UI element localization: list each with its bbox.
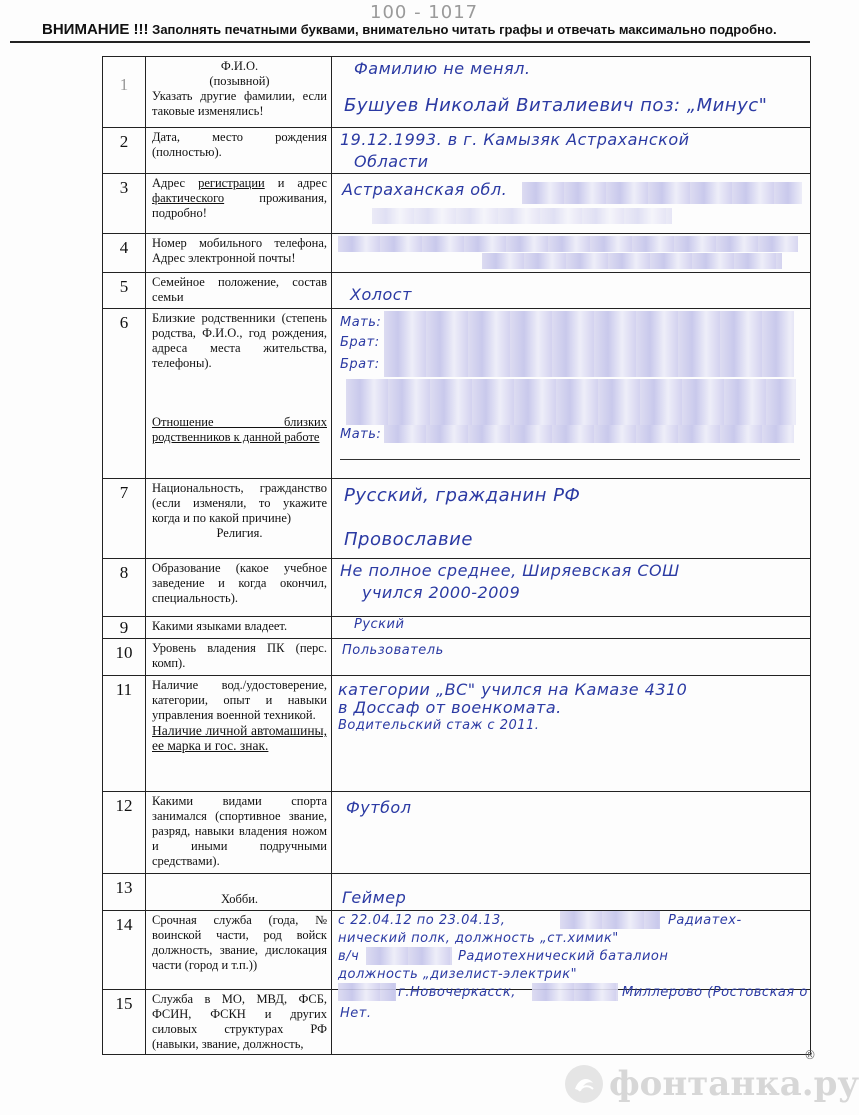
row-number: 8 xyxy=(103,559,146,617)
answer-line xyxy=(340,459,800,460)
handwritten-answer: Фамилию не менял. xyxy=(354,59,531,78)
redacted-area xyxy=(384,425,794,443)
handwritten-answer: в/ч xyxy=(338,949,360,964)
row-number: 7 xyxy=(103,479,146,559)
handwritten-answer: Геймер xyxy=(342,888,407,907)
handwritten-answer: Провославие xyxy=(344,529,473,550)
row-label: Дата, место рождения (полностью). xyxy=(146,128,332,174)
row-number: 10 xyxy=(103,639,146,676)
instruction-text: Заполнять печатными буквами, внимательно читать графы и отвечать максимально подробно. xyxy=(152,22,777,37)
row-answer xyxy=(332,911,811,1000)
handwritten-answer: Области xyxy=(354,152,429,171)
row-number: 12 xyxy=(103,792,146,874)
row-answer xyxy=(332,990,811,1055)
header-divider xyxy=(10,41,810,43)
table-row xyxy=(103,273,811,309)
handwritten-answer: категории „ВС" учился на Камазе 4310 xyxy=(338,680,688,699)
table-row xyxy=(103,874,811,911)
table-row xyxy=(103,911,811,990)
row-number: 11 xyxy=(103,676,146,792)
table-row xyxy=(103,234,811,273)
row-number: 4 xyxy=(103,234,146,273)
handwritten-answer: Пользователь xyxy=(342,643,444,658)
redacted-area xyxy=(384,355,794,377)
handwritten-answer: Миллерово (Ростовская о xyxy=(622,985,808,1000)
redacted-area xyxy=(522,182,802,204)
row-number: 2 xyxy=(103,128,146,174)
handwritten-answer: Футбол xyxy=(346,798,412,817)
row-label: Близкие родственники (степень родства, Ф.И.О., год рождения, адреса места жительства, телефоны). Отношение близких родственников к данной работе xyxy=(146,309,332,479)
row-number: 15 xyxy=(103,990,146,1055)
table-row xyxy=(103,559,811,617)
table-row xyxy=(103,676,811,792)
row-answer xyxy=(332,792,811,874)
row-answer xyxy=(332,57,811,128)
row-label: Ф.И.О. (позывной) Указать другие фамилии, если таковые изменялись! xyxy=(146,57,332,128)
redacted-area xyxy=(366,947,452,965)
row-answer xyxy=(332,309,811,479)
redacted-area xyxy=(346,379,796,425)
row-label: Семейное положение, состав семьи xyxy=(146,273,332,309)
handwritten-answer: должность „дизелист-электрик" xyxy=(338,967,578,982)
handwritten-answer: нический полк, должность „ст.химик" xyxy=(338,931,619,946)
row-label: Какими видами спорта занимался (спортивное звание, разряд, навыки владения ножом и иными подручными средствами). xyxy=(146,792,332,874)
table-row xyxy=(103,617,811,639)
table-row xyxy=(103,479,811,559)
handwritten-answer: Брат: xyxy=(340,357,380,372)
row-number: 3 xyxy=(103,174,146,234)
handwritten-answer: Бушуев Николай Виталиевич поз: „Минус" xyxy=(344,95,768,116)
row-label: Номер мобильного телефона, Адрес электронной почты! xyxy=(146,234,332,273)
table-row xyxy=(103,57,811,128)
table-row xyxy=(103,990,811,1055)
row-label: Уровень владения ПК (перс. комп). xyxy=(146,639,332,676)
row-answer xyxy=(332,559,811,617)
handwritten-answer: Не полное среднее, Ширяевская СОШ xyxy=(340,561,680,580)
handwritten-answer: Астраханская обл. xyxy=(342,180,508,199)
row-answer xyxy=(332,676,811,792)
row-answer xyxy=(332,874,811,911)
row-label: Адрес регистрации и адрес фактического проживания, подробно! xyxy=(146,174,332,234)
row-label: Хобби. xyxy=(146,874,332,911)
row-number: 6 xyxy=(103,309,146,479)
form-header xyxy=(42,21,812,38)
row-number: 13 xyxy=(103,874,146,911)
watermark-logo xyxy=(565,1064,859,1104)
row-number: 9 xyxy=(103,617,146,639)
row-answer xyxy=(332,479,811,559)
row-number: 5 xyxy=(103,273,146,309)
handwritten-answer: Русский, гражданин РФ xyxy=(344,485,581,506)
handwritten-answer: Руский xyxy=(354,617,405,632)
handwritten-answer: г.Новочеркасск, xyxy=(398,985,516,1000)
redacted-area xyxy=(372,208,672,224)
row-label: Образование (какое учебное заведение и когда окончил, специальность). xyxy=(146,559,332,617)
table-row xyxy=(103,639,811,676)
corner-mark: ® xyxy=(804,1048,816,1062)
warning-text: ВНИМАНИЕ !!! xyxy=(42,21,149,38)
top-handwritten-number: 100 - 1017 xyxy=(370,2,479,23)
redacted-area xyxy=(560,911,660,929)
watermark-text: фонтанка.ру xyxy=(609,1064,859,1104)
handwritten-answer: с 22.04.12 по 23.04.13, xyxy=(338,913,506,928)
fontanka-logo-icon xyxy=(565,1065,603,1103)
handwritten-answer: Холост xyxy=(350,285,412,304)
table-row xyxy=(103,309,811,479)
row-label: Срочная служба (года, № воинской части, род войск должность, звание, дислокация части (город и т.п.)) xyxy=(146,911,332,990)
table-row xyxy=(103,792,811,874)
redacted-area xyxy=(384,333,794,355)
row-label: Наличие вод./удостоверение, категории, опыт и навыки управления военной техникой. Наличие личной автомашины, ее марка и гос. знак. xyxy=(146,676,332,792)
row-answer xyxy=(332,617,811,639)
handwritten-answer: Брат: xyxy=(340,335,380,350)
handwritten-answer: Мать: xyxy=(340,427,382,442)
handwritten-answer: учился 2000-2009 xyxy=(362,583,521,602)
row-number: 14 xyxy=(103,911,146,990)
questionnaire-table xyxy=(102,56,811,1055)
row-answer xyxy=(332,174,811,234)
row-answer xyxy=(332,234,811,273)
table-row xyxy=(103,128,811,174)
redacted-area xyxy=(384,311,794,333)
row-number: 1 xyxy=(103,57,146,128)
handwritten-answer: в Доссаф от военкомата. xyxy=(338,698,562,717)
row-label: Какими языками владеет. xyxy=(146,617,332,639)
row-answer xyxy=(332,273,811,309)
handwritten-answer: Нет. xyxy=(340,1006,372,1021)
handwritten-answer: Водительский стаж с 2011. xyxy=(338,718,540,733)
redacted-area xyxy=(338,236,798,252)
handwritten-answer: 19.12.1993. в г. Камызяк Астраханской xyxy=(340,130,690,149)
row-answer xyxy=(332,639,811,676)
table-row xyxy=(103,174,811,234)
row-answer xyxy=(332,128,811,174)
handwritten-answer: Радиотехнический баталион xyxy=(458,949,669,964)
row-label: Национальность, гражданство (если изменяли, то укажите когда и по какой причине) Религия. xyxy=(146,479,332,559)
row-label: Служба в МО, МВД, ФСБ, ФСИН, ФСКН и других силовых структурах РФ (навыки, звание, должность, xyxy=(146,990,332,1055)
handwritten-answer: Мать: xyxy=(340,315,382,330)
handwritten-answer: Радиатех- xyxy=(668,913,742,928)
redacted-area xyxy=(482,253,782,269)
